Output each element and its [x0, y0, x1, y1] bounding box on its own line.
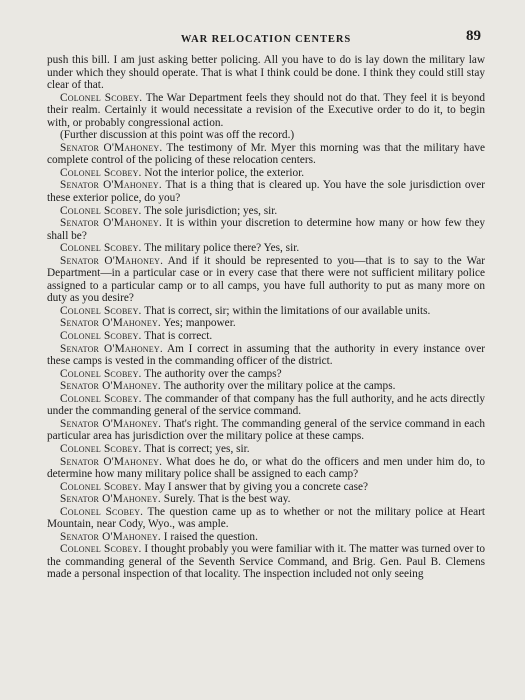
paragraph-text: That is correct; yes, sir.: [141, 442, 250, 455]
speaker-name: Colonel Scobey.: [60, 367, 142, 380]
transcript-paragraph: [47, 543, 485, 581]
page-number: 89: [466, 28, 481, 44]
speaker-name: Colonel Scobey.: [60, 330, 142, 343]
paragraph-text: The question came up as to whether or not the military police at Heart Mountain, near Cody, Wyo., was ample.: [47, 505, 485, 531]
paragraph-text: The War Department feels they should not do that. They feel it is beyond their realm. Certainly it would necessitate a revision of the Executive order to do it, to begin with, or probably congressional action.: [47, 91, 485, 129]
transcript-paragraph: [47, 255, 485, 305]
paragraph-text: The commander of that company has the full authority, and he acts directly under the commanding general of the service command.: [47, 392, 485, 418]
transcript-paragraph: [47, 443, 485, 456]
transcript-paragraph: [47, 506, 485, 531]
speaker-name: Senator O'Mahoney.: [60, 455, 163, 468]
transcript-paragraph: [47, 305, 485, 318]
transcript-paragraph: [47, 330, 485, 343]
paragraph-text: Am I correct in assuming that the authority in every instance over these camps is vested in the commanding officer of the district.: [47, 342, 485, 368]
speaker-name: Senator O'Mahoney.: [60, 342, 163, 355]
paragraph-text: I thought probably you were familiar with it. The matter was turned over to the commanding general of the Seventh Service Command, and Brig. Gen. Paul B. Clemens made a personal inspection of that locality. The inspection included not only seeing: [47, 543, 485, 581]
paragraph-text: Yes; manpower.: [160, 317, 236, 330]
transcript-paragraph: [47, 205, 485, 218]
speaker-name: Colonel Scobey.: [60, 480, 142, 493]
speaker-name: Colonel Scobey.: [60, 242, 142, 255]
page-header: [47, 28, 485, 54]
transcript-paragraph: [47, 368, 485, 381]
transcript-paragraph: [47, 380, 485, 393]
speaker-name: Colonel Scobey.: [60, 166, 142, 179]
speaker-name: Colonel Scobey.: [60, 204, 142, 217]
transcript-paragraph: [47, 456, 485, 481]
speaker-name: Senator O'Mahoney.: [60, 530, 161, 543]
speaker-name: Senator O'Mahoney.: [60, 417, 162, 430]
paragraph-text: The testimony of Mr. Myer this morning was that the military have complete control of the policing of these relocation centers.: [47, 141, 485, 167]
paragraph-text: That is correct, sir; within the limitations of our available units.: [141, 304, 431, 317]
paragraph-text: The sole jurisdiction; yes, sir.: [141, 204, 278, 217]
transcript-paragraph: [47, 129, 485, 142]
paragraph-text: That is a thing that is cleared up. You have the sole jurisdiction over these exterior police, do you?: [47, 179, 485, 205]
transcript-paragraph: [47, 242, 485, 255]
transcript-paragraph: [47, 317, 485, 330]
transcript-paragraph: [47, 54, 485, 92]
paragraph-text: Not the interior police, the exterior.: [141, 166, 305, 179]
paragraph-text: I raised the question.: [160, 530, 258, 543]
paragraph-text: Surely. That is the best way.: [160, 493, 291, 506]
speaker-name: Senator O'Mahoney.: [60, 217, 163, 230]
speaker-name: Colonel Scobey.: [60, 442, 142, 455]
speaker-name: Colonel Scobey.: [60, 543, 142, 556]
transcript-paragraph: [47, 167, 485, 180]
transcript-paragraph: [47, 418, 485, 443]
speaker-name: Colonel Scobey.: [60, 392, 142, 405]
paragraph-text: That's right. The commanding general of the service command in each particular area has jurisdiction over the military police at these camps.: [47, 417, 485, 443]
speaker-name: Senator O'Mahoney.: [60, 141, 163, 154]
speaker-name: Colonel Scobey.: [60, 91, 143, 104]
speaker-name: Colonel Scobey.: [60, 505, 144, 518]
speaker-name: Senator O'Mahoney.: [60, 380, 161, 393]
transcript-paragraph: [47, 493, 485, 506]
running-title: WAR RELOCATION CENTERS: [180, 34, 352, 45]
speaker-name: Senator O'Mahoney.: [60, 254, 164, 267]
transcript-paragraph: [47, 481, 485, 494]
transcript-paragraph: [47, 92, 485, 130]
paragraph-text: The authority over the camps?: [141, 367, 282, 380]
transcript-paragraph: [47, 217, 485, 242]
paragraph-text: push this bill. I am just asking better policing. All you have to do is lay down the military law under which they should operate. That is what I think could be done. I think they could still stay clear of that.: [47, 54, 485, 92]
paragraph-text: (Further discussion at this point was off the record.): [60, 129, 295, 142]
transcript-paragraph: [47, 179, 485, 204]
paragraph-text: The military police there? Yes, sir.: [141, 242, 300, 255]
paragraph-text: And if it should be represented to you—that is to say to the War Department—in a particular case or in every case that there were not sufficient military police assigned to a particular camp or to all camps, you have full authority to put as many more on duty as you desire?: [47, 254, 485, 305]
paragraph-text: What does he do, or what do the officers and men under him do, to determine how many military police shall be assigned to each camp?: [47, 455, 485, 481]
paragraph-text: That is correct.: [141, 330, 213, 343]
paragraph-text: May I answer that by giving you a concrete case?: [141, 480, 369, 493]
speaker-name: Senator O'Mahoney.: [60, 179, 162, 192]
speaker-name: Senator O'Mahoney.: [60, 493, 161, 506]
transcript-paragraph: [47, 343, 485, 368]
speaker-name: Colonel Scobey.: [60, 304, 142, 317]
transcript-paragraph: [47, 393, 485, 418]
speaker-name: Senator O'Mahoney.: [60, 317, 161, 330]
paragraph-text: It is within your discretion to determine how many or how few they shall be?: [47, 217, 485, 242]
paragraph-text: The authority over the military police at the camps.: [160, 380, 396, 393]
hearing-transcript: [47, 54, 485, 581]
transcript-paragraph: [47, 531, 485, 544]
transcript-paragraph: [47, 142, 485, 167]
